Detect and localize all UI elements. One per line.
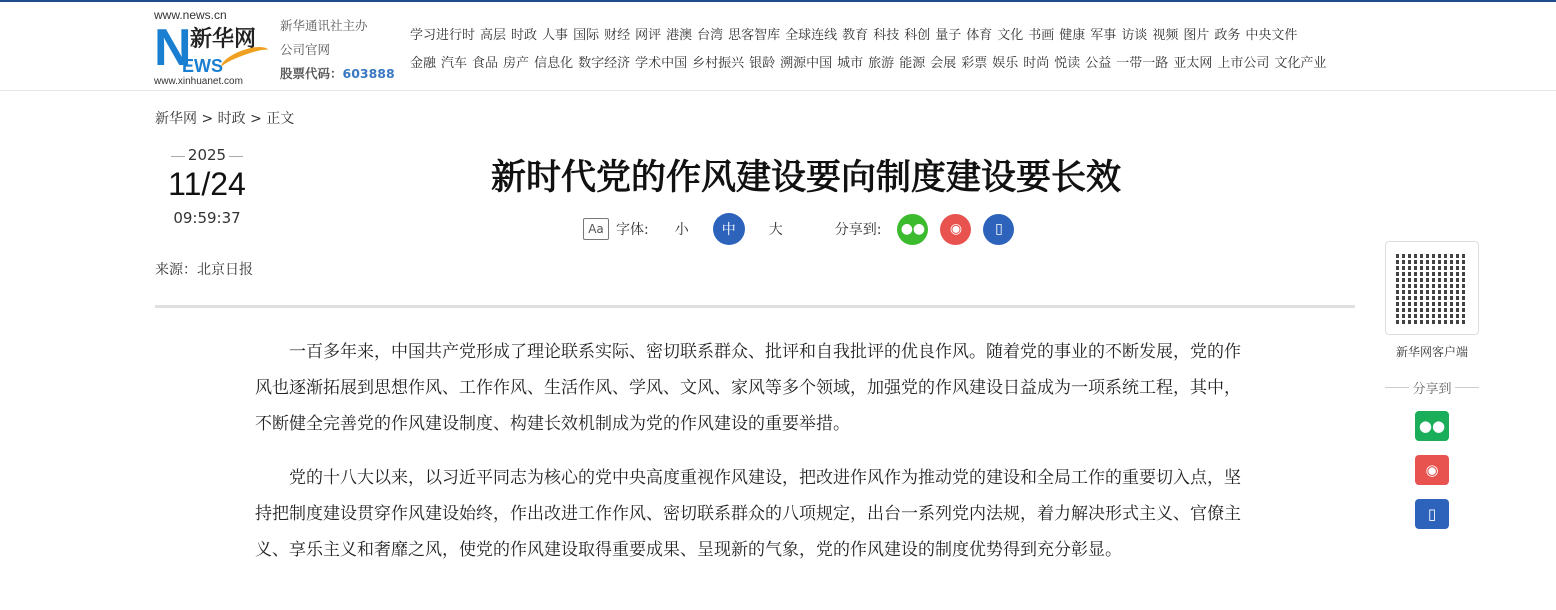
title-divider	[155, 305, 1355, 308]
corp-line1: 新华通讯社主办	[280, 18, 368, 33]
mobile-icon[interactable]: ▯	[983, 214, 1014, 245]
nav-link[interactable]: 悦读	[1054, 56, 1081, 71]
font-medium-button[interactable]: 中	[713, 213, 745, 245]
qr-code-image	[1396, 252, 1468, 324]
font-large-button[interactable]: 大	[768, 222, 783, 238]
logo-n: N	[154, 19, 192, 77]
font-icon: Aa	[583, 218, 609, 240]
nav-link[interactable]: 思客智库	[728, 28, 781, 43]
article-tools	[583, 213, 1014, 245]
nav-link[interactable]: 高层	[480, 28, 507, 43]
xinhuanet-logo[interactable]	[154, 8, 270, 88]
nav-link[interactable]: 房产	[503, 56, 530, 71]
nav-link[interactable]: 溯源中国	[780, 56, 833, 71]
nav-link[interactable]: 文化	[997, 28, 1024, 43]
breadcrumb	[155, 108, 294, 128]
article-title: 新时代党的作风建设要向制度建设要长效	[490, 158, 1121, 198]
channel-nav	[410, 22, 1370, 78]
breadcrumb-sep: >	[245, 111, 267, 127]
nav-link[interactable]: 旅游	[868, 56, 895, 71]
stock-code: 603888	[342, 66, 395, 81]
nav-link[interactable]: 台湾	[697, 28, 724, 43]
nav-link[interactable]: 人事	[542, 28, 569, 43]
site-header	[0, 2, 1556, 91]
date-year: 2025	[155, 146, 259, 164]
breadcrumb-current: 正文	[266, 111, 295, 127]
nav-link[interactable]: 健康	[1059, 28, 1086, 43]
nav-link[interactable]: 能源	[899, 56, 926, 71]
nav-link[interactable]: 时尚	[1023, 56, 1050, 71]
nav-link[interactable]: 视频	[1152, 28, 1179, 43]
nav-link[interactable]: 城市	[837, 56, 864, 71]
logo-name: 新华网	[190, 27, 257, 52]
nav-link[interactable]: 文化产业	[1274, 56, 1327, 71]
logo-url-top: www.news.cn	[154, 8, 227, 22]
nav-link[interactable]: 图片	[1183, 28, 1210, 43]
nav-link[interactable]: 上市公司	[1217, 56, 1270, 71]
nav-link[interactable]: 亚太网	[1173, 56, 1213, 71]
nav-row-1	[410, 22, 1370, 50]
nav-link[interactable]: 体育	[966, 28, 993, 43]
wechat-icon[interactable]: ●●	[1415, 411, 1449, 441]
nav-link[interactable]: 会展	[930, 56, 957, 71]
nav-row-2	[410, 50, 1370, 78]
nav-link[interactable]: 财经	[604, 28, 631, 43]
side-share-label: 分享到	[1385, 378, 1479, 397]
nav-link[interactable]: 量子	[935, 28, 962, 43]
corp-line2: 公司官网	[280, 42, 331, 57]
article-body	[255, 334, 1257, 586]
nav-link[interactable]: 科创	[904, 28, 931, 43]
wechat-icon[interactable]: ●●	[897, 214, 928, 245]
paragraph: 一百多年来，中国共产党形成了理论联系实际、密切联系群众、批评和自我批评的优良作风。随着党的事业的不断发展，党的作风也逐渐拓展到思想作风、工作作风、生活作风、学风、文风、家风等多个领域，加强党的作风建设日益成为一项系统工程，其中，不断健全完善党的作风建设制度、构建长效机制成为党的作风建设的重要举措。	[255, 342, 1241, 434]
nav-link[interactable]: 银龄	[749, 56, 776, 71]
logo-url-bottom: www.xinhuanet.com	[154, 76, 243, 87]
nav-link[interactable]: 公益	[1085, 56, 1112, 71]
nav-link[interactable]: 政务	[1214, 28, 1241, 43]
nav-link[interactable]: 娱乐	[992, 56, 1019, 71]
nav-link[interactable]: 国际	[573, 28, 600, 43]
nav-link[interactable]: 一带一路	[1116, 56, 1169, 71]
breadcrumb-politics[interactable]: 时政	[217, 111, 246, 127]
nav-link[interactable]: 汽车	[441, 56, 468, 71]
font-small-button[interactable]: 小	[674, 222, 689, 238]
share-label: 分享到:	[834, 222, 882, 238]
nav-link[interactable]: 时政	[511, 28, 538, 43]
nav-link[interactable]: 教育	[842, 28, 869, 43]
nav-link[interactable]: 访谈	[1121, 28, 1148, 43]
mobile-icon[interactable]: ▯	[1415, 499, 1449, 529]
nav-link[interactable]: 学习进行时	[410, 28, 476, 43]
nav-link[interactable]: 书画	[1028, 28, 1055, 43]
nav-link[interactable]: 网评	[635, 28, 662, 43]
nav-link[interactable]: 数字经济	[578, 56, 631, 71]
logo-ews: EWS	[182, 56, 224, 76]
date-time: 09:59:37	[173, 209, 241, 227]
nav-link[interactable]: 信息化	[534, 56, 574, 71]
side-share-panel	[1385, 241, 1479, 529]
nav-link[interactable]: 科技	[873, 28, 900, 43]
nav-link[interactable]: 全球连线	[785, 28, 838, 43]
qr-label: 新华网客户端	[1395, 345, 1468, 359]
nav-link[interactable]: 中央文件	[1245, 28, 1298, 43]
nav-link[interactable]: 彩票	[961, 56, 988, 71]
weibo-icon[interactable]: ◉	[1415, 455, 1449, 485]
breadcrumb-home[interactable]: 新华网	[155, 111, 197, 127]
nav-link[interactable]: 金融	[410, 56, 437, 71]
nav-link[interactable]: 学术中国	[635, 56, 688, 71]
stock-label: 股票代码：	[280, 66, 343, 81]
font-label: 字体:	[616, 222, 649, 238]
nav-link[interactable]: 食品	[472, 56, 499, 71]
nav-link[interactable]: 乡村振兴	[692, 56, 745, 71]
article-source: 来源：北京日报	[155, 262, 253, 278]
date-month-day: 11/24	[168, 166, 246, 202]
qr-code	[1385, 241, 1479, 335]
nav-link[interactable]: 军事	[1090, 28, 1117, 43]
corp-info	[280, 14, 395, 86]
publish-date	[155, 146, 259, 227]
weibo-icon[interactable]: ◉	[940, 214, 971, 245]
nav-link[interactable]: 港澳	[666, 28, 693, 43]
breadcrumb-sep: >	[197, 111, 218, 127]
paragraph: 党的十八大以来，以习近平同志为核心的党中央高度重视作风建设，把改进作风作为推动党的建设和全局工作的重要切入点，坚持把制度建设贯穿作风建设始终，作出改进工作作风、密切联系群众的八项规定，出台一系列党内法规，着力解决形式主义、官僚主义、享乐主义和奢靡之风，使党的作风建设取得重要成果、呈现新的气象，党的作风建设的制度优势得到充分彰显。	[255, 468, 1241, 560]
